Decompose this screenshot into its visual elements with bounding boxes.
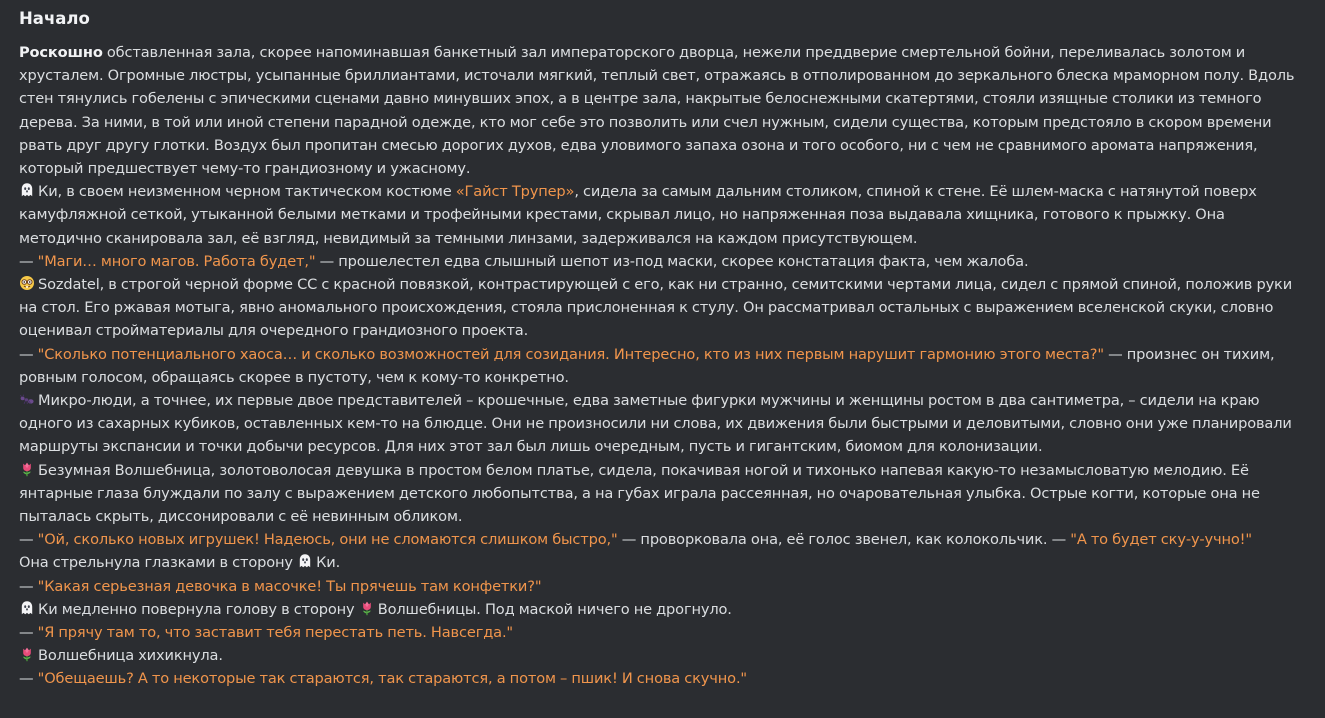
dash: — bbox=[19, 577, 38, 595]
sozdatel-quote: "Сколько потенциального хаоса… и сколько возможностей для созидания. Интересно, кто из них первым нарушит гармонию этого места?" bbox=[37, 345, 1104, 363]
ki-turn-text: Ки медленно повернула голову в сторону bbox=[38, 600, 359, 618]
witch-quote-1: "Ой, сколько новых игрушек! Надеюсь, они не сломаются слишком быстро," bbox=[37, 531, 618, 549]
ki-turn-line bbox=[19, 598, 1295, 621]
witch-giggle-text: Волшебница хихикнула. bbox=[38, 647, 223, 665]
ki-costume-quote: «Гайст Трупер» bbox=[455, 183, 575, 201]
witch-paragraph bbox=[19, 459, 1295, 529]
ki-answer bbox=[19, 621, 1295, 644]
dash: — bbox=[19, 252, 38, 270]
dash: — bbox=[19, 670, 38, 688]
ki-text-a: Ки, в своем неизменном черном тактическом костюме bbox=[38, 183, 456, 201]
dash: — bbox=[19, 624, 38, 642]
section-title: Начало bbox=[19, 9, 90, 28]
sozdatel-text: Sozdatel, в строгой черной форме СС с красной повязкой, контрастирующей с его, как ни странно, семитскими чертами лица, сидел с прямой спиной, положив руки на стол. Его ржавая мотыга, явно аномального происхождения, стояла прислоненная к стулу. Он рассматривал остальных с выражением вселенской скуки, словно оценивал стройматериалы для очередного грандиозного проекта. bbox=[19, 276, 1293, 340]
ki-quote-2: "Я прячу там то, что заставит тебя перестать петь. Навсегда." bbox=[37, 624, 513, 642]
dash: — bbox=[19, 531, 38, 549]
ki-line-text: — прошелестел едва слышный шепот из-под маски, скорее констатация факта, чем жалоба. bbox=[315, 252, 1029, 270]
ki-text-b: , сидела за самым дальним столиком, спиной к стене. Её шлем-маска с натянутой поверх камуфляжной сеткой, утыканной белыми метками и трофейными крестами, скрывал лицо, но напряженная поза выдавала хищника, готового к прыжку. Она методично сканировала зал, её взгляд, невидимый за темными линзами, задерживался на каждом присутствующем. bbox=[19, 183, 1257, 247]
ghost-icon bbox=[297, 553, 313, 569]
dash: — bbox=[19, 345, 38, 363]
sozdatel-paragraph bbox=[19, 273, 1295, 343]
intro-paragraph bbox=[19, 41, 1295, 180]
witch-final-line bbox=[19, 667, 1295, 690]
sozdatel-line bbox=[19, 343, 1295, 389]
glance-name: Ки. bbox=[316, 554, 341, 572]
tulip-icon bbox=[359, 600, 375, 616]
glance-text: Она стрельнула глазками в сторону bbox=[19, 554, 298, 572]
ki-paragraph bbox=[19, 180, 1295, 250]
witch-quote-3: "Какая серьезная девочка в масочке! Ты прячешь там конфетки?" bbox=[37, 577, 542, 595]
witch-line bbox=[19, 528, 1295, 551]
witch-question bbox=[19, 575, 1295, 598]
micro-text: Микро-люди, а точнее, их первые двое представителей – крошечные, едва заметные фигурки мужчины и женщины ростом в два сантиметра, – сидели на краю одного из сахарных кубиков, оставленных кем-то на блюдце. Они не произносили ни слова, их движения были быстрыми и деловитыми, словно они уже планировали маршруты экспансии и точки добычи ресурсов. Для них этот зал был лишь очередным, пусть и гигантским, биомом для колонизации. bbox=[19, 392, 1292, 456]
ki-line bbox=[19, 250, 1295, 273]
ghost-icon bbox=[19, 600, 35, 616]
tulip-icon bbox=[19, 461, 35, 477]
glance-line bbox=[19, 551, 1295, 574]
witch-line-mid: — проворковала она, её голос звенел, как колокольчик. — bbox=[617, 531, 1071, 549]
ant-icon bbox=[19, 391, 35, 407]
witch-giggle-line bbox=[19, 644, 1295, 667]
nerd-face-icon bbox=[19, 275, 35, 291]
tulip-icon bbox=[19, 646, 35, 662]
sozdatel-line-text: — произнес он тихим, ровным голосом, обращаясь скорее в пустоту, чем к кому-то конкретно. bbox=[19, 345, 1275, 386]
micro-paragraph bbox=[19, 389, 1295, 459]
witch-quote-4: "Обещаешь? А то некоторые так стараются, так стараются, а потом – пшик! И снова скучно." bbox=[37, 670, 747, 688]
ki-quote: "Маги… много магов. Работа будет," bbox=[37, 252, 316, 270]
intro-bold-word: Роскошно bbox=[19, 44, 103, 61]
witch-quote-2: "А то будет ску-у-учно!" bbox=[1070, 531, 1252, 549]
witch-text: Безумная Волшебница, золотоволосая девушка в простом белом платье, сидела, покачивая ногой и тихонько напевая какую-то незамысловатую мелодию. Её янтарные глаза блуждали по залу с выражением детского любопытства, а на губах играла рассеянная, но очаровательная улыбка. Острые когти, которые она не пыталась скрыть, диссонировали с её невинным обликом. bbox=[19, 461, 1260, 526]
intro-text: обставленная зала, скорее напоминавшая банкетный зал императорского дворца, нежели преддверие смертельной бойни, переливалась золотом и хрусталем. Огромные люстры, усыпанные бриллиантами, источали мягкий, теплый свет, отражаясь в отполированном до зеркального блеска мраморном полу. Вдоль стен тянулись гобелены с эпическими сценами давно минувших эпох, а в центре зала, накрытые белоснежными скатертями, стояли изящные столики из темного дерева. За ними, в той или иной степени парадной одежде, кто мог себе это позволить или счел нужным, сидели существа, которым предстояло в скором времени рвать друг другу глотки. Воздух был пропитан смесью дорогих духов, едва уловимого запаха озона и того особого, ни с чем не сравнимого аромата напряжения, который предшествует чему-то грандиозному и ужасному. bbox=[19, 44, 1295, 178]
ghost-icon bbox=[19, 182, 35, 198]
ki-turn-text-b: Волшебницы. Под маской ничего не дрогнуло. bbox=[377, 600, 732, 618]
